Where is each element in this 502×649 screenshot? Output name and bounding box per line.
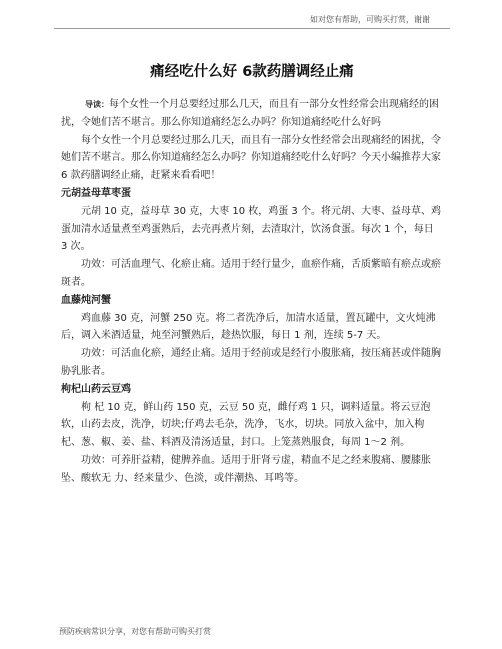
- recipe-effect: 功效：可活血理气、化瘀止痛。适用于经行量少，血瘀作痛，舌质紫暗有瘀点或瘀斑者。: [61, 259, 441, 288]
- recipe-method: 元胡 10 克，益母草 30 克，大枣 10 枚，鸡蛋 3 个。将元胡、大枣、益母草、鸡蛋加清水适量煮至鸡蛋熟后，去壳再煮片刻，去渣取汁，饮汤食蛋。每次 1 个，每日 3 次。: [61, 205, 441, 253]
- recipe-effect: 功效：可养肝益精，健脾养血。适用于肝肾亏虚，精血不足之经来腹痛、腰膝胀坠、酸软无 力、经来量少、色淡，或伴潮热、耳鸣等。: [61, 454, 431, 484]
- header-note: 如对您有帮助，可购买打赏，谢谢: [310, 15, 430, 24]
- recipe-title: 枸杞山药云豆鸡: [61, 383, 131, 395]
- intro-text: 每个女性一个月总要经过那么几天，而且有一部分女性经常会出现痛经的困扰，令她们苦不堪言。那么你知道痛经怎么办吗？你知道痛经吃什么好吗: [61, 99, 439, 128]
- article-body: [61, 96, 441, 488]
- article-title: 痛经吃什么好 6款药膳调经止痛: [150, 64, 354, 80]
- recipe-title: 元胡益母草枣蛋: [61, 187, 131, 199]
- recipe-method: 枸 杞 10 克，鲜山药 150 克，云豆 50 克，雌仔鸡 1 只，调料适量。将云豆泡软，山药去皮，洗净，切块;仔鸡去毛杂，洗净，飞水，切块。同放入盆中，加入枸 杞、葱、椒、姜、盐、料酒及清汤适量，封口。上笼蒸熟服食，每周 1～2 剂。: [61, 401, 431, 449]
- recipe-method: 鸡血藤 30 克，河蟹 250 克。将二者洗净后，加清水适量，置瓦罐中，文火炖沸后，调入米酒适量，炖至河蟹熟后，趁热饮服，每日 1 剂，连续 5-7 天。: [61, 312, 436, 342]
- lead-paragraph: 每个女性一个月总要经过那么几天，而且有一部分女性经常会出现痛经的困扰，令她们苦不堪言。那么你知道痛经怎么办吗？你知道痛经吃什么好吗？今天小编推荐大家 6 款药膳调经止痛，赶紧来看看吧！: [61, 134, 441, 182]
- header-divider: [54, 28, 450, 29]
- intro-label: 导读：: [85, 100, 109, 109]
- intro: [61, 96, 441, 132]
- recipe-effect: 功效：可活血化瘀，通经止痛。适用于经前或是经行小腹胀痛，按压痛甚或伴随胸胁乳胀者。: [61, 348, 441, 377]
- recipe-title: 血藤炖河蟹: [61, 294, 111, 306]
- footer-note: 预防疾病常识分享，对您有帮助可购买打赏: [59, 627, 211, 636]
